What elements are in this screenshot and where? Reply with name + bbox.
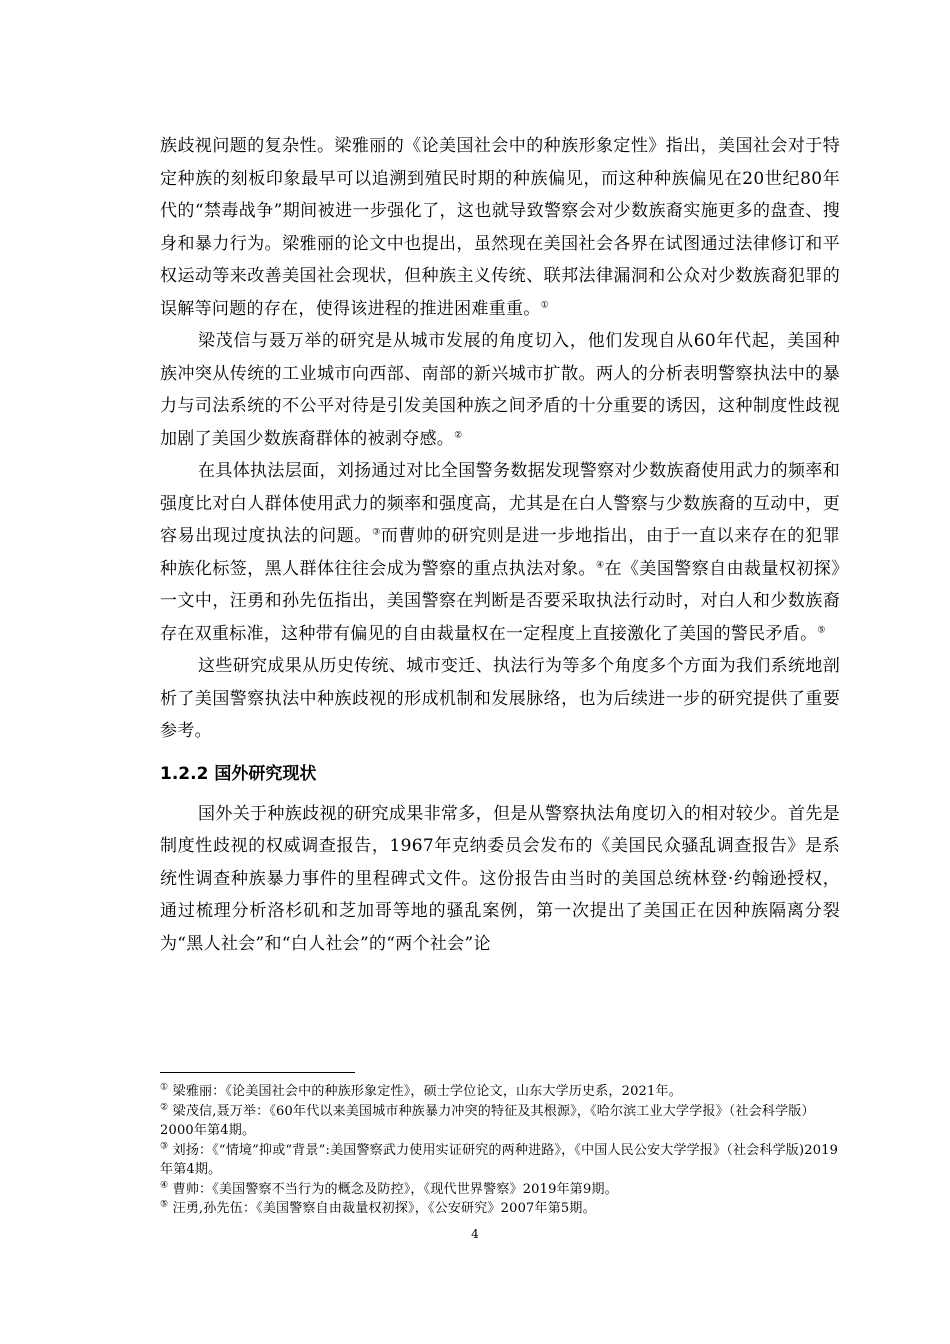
footnote-mark: ④ <box>160 1180 169 1191</box>
paragraph-3 <box>160 455 840 650</box>
paragraph-1 <box>160 130 840 325</box>
paragraph-1-text: 族歧视问题的复杂性。梁雅丽的《论美国社会中的种族形象定性》指出，美国社会对于特定种族的刻板印象最早可以追溯到殖民时期的种族偏见，而这种种族偏见在20世纪80年代的“禁毒战争”期间被进一步强化了，这也就导致警察会对少数族裔实施更多的盘查、搜身和暴力行为。梁雅丽的论文中也提出，虽然现在美国社会各界在试图通过法律修订和平权运动等来改善美国社会现状，但种族主义传统、联邦法律漏洞和公众对少数族裔犯罪的误解等问题的存在，使得该进程的推进困难重重。 <box>160 136 840 319</box>
paragraph-3-part-2: 而曹帅的研究则是进一步地指出，由于一直以来存在的犯罪种族化标签，黑人群体往往会成为警察的重点执法对象。 <box>160 526 840 579</box>
body-text <box>160 130 840 960</box>
paragraph-2-text: 梁茂信与聂万举的研究是从城市发展的角度切入，他们发现自从60年代起，美国种族冲突从传统的工业城市向西部、南部的新兴城市扩散。两人的分析表明警察执法中的暴力与司法系统的不公平对待是引发美国种族之间矛盾的十分重要的诱因，这种制度性歧视加剧了美国少数族裔群体的被剥夺感。 <box>160 331 840 449</box>
paragraph-3-part-1: 在具体执法层面，刘扬通过对比全国警务数据发现警察对少数族裔使用武力的频率和强度比对白人群体使用武力的频率和强度高，尤其是在白人警察与少数族裔的互动中，更容易出现过度执法的问题。 <box>160 461 840 546</box>
footnote-3 <box>160 1141 840 1180</box>
footnote-ref-1: ① <box>540 299 549 310</box>
section-heading: 1.2.2 国外研究现状 <box>160 763 317 784</box>
footnote-mark: ① <box>160 1082 169 1093</box>
footnote-4 <box>160 1180 840 1200</box>
footnote-mark: ② <box>160 1102 169 1113</box>
paragraph-3-part-3: 在《美国警察自由裁量权初探》一文中，汪勇和孙先伍指出，美国警察在判断是否要采取执法行动时，对白人和少数族裔存在双重标准，这种带有偏见的自由裁量权在一定程度上直接激化了美国的警民矛盾。 <box>160 558 841 644</box>
page-number: 4 <box>471 1227 479 1241</box>
footnote-ref-2: ② <box>454 429 463 440</box>
footnote-ref-3: ③ <box>372 527 381 538</box>
footnote-5 <box>160 1199 840 1219</box>
footnote-text: 梁茂信,聂万举：《60年代以来美国城市种族暴力冲突的特征及其根源》，《哈尔滨工业大学学报》（社会科学版）2000年第4期。 <box>160 1103 815 1138</box>
footnote-divider <box>160 1072 355 1073</box>
footnote-mark: ③ <box>160 1141 169 1152</box>
footnote-1 <box>160 1082 840 1102</box>
footnote-text: 曹帅：《美国警察不当行为的概念及防控》，《现代世界警察》2019年第9期。 <box>168 1181 618 1197</box>
paragraph-4 <box>160 650 840 748</box>
footnote-text: 刘扬：《“情境”抑或“背景”:美国警察武力使用实证研究的两种进路》，《中国人民公安大学学报》（社会科学版)2019年第4期。 <box>160 1142 839 1177</box>
footnotes <box>160 1082 840 1219</box>
paragraph-5-text: 国外关于种族歧视的研究成果非常多，但是从警察执法角度切入的相对较少。首先是制度性歧视的权威调查报告，1967年克纳委员会发布的《美国民众骚乱调查报告》是系统性调查种族暴力事件的里程碑式文件。这份报告由当时的美国总统林登·约翰逊授权，通过梳理分析洛杉矶和芝加哥等地的骚乱案例，第一次提出了美国正在因种族隔离分裂为“黑人社会”和“白人社会”的“两个社会”论 <box>160 803 840 954</box>
footnote-text: 汪勇,孙先伍：《美国警察自由裁量权初探》，《公安研究》2007年第5期。 <box>168 1201 596 1216</box>
paragraph-2 <box>160 325 840 455</box>
footnote-2 <box>160 1102 840 1141</box>
footnote-text: 梁雅丽：《论美国社会中的种族形象定性》，硕士学位论文，山东大学历史系，2021年。 <box>168 1084 682 1099</box>
footnote-ref-4: ④ <box>595 559 605 570</box>
paragraph-4-text: 这些研究成果从历史传统、城市变迁、执法行为等多个角度多个方面为我们系统地剖析了美国警察执法中种族歧视的形成机制和发展脉络，也为后续进一步的研究提供了重要参考。 <box>160 656 840 741</box>
footnote-ref-5: ⑤ <box>817 624 826 635</box>
footnote-mark: ⑤ <box>160 1199 169 1210</box>
paragraph-5 <box>160 798 840 961</box>
